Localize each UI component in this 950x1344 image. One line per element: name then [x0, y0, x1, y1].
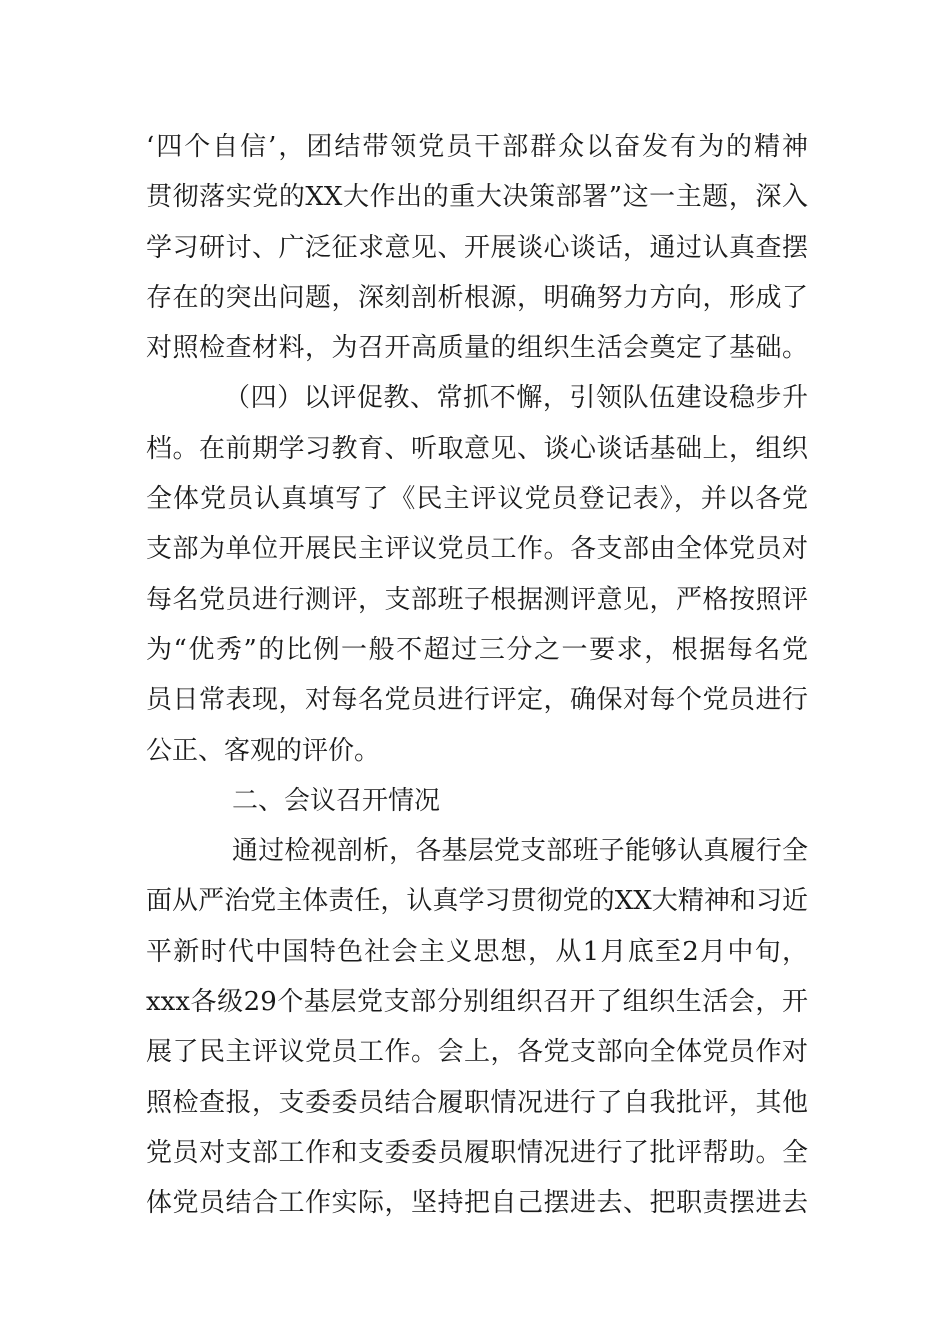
text-line: ‘四个自信’，团结带领党员干部群众以奋发有为的精神 [146, 132, 808, 162]
text-line: xxx各级29个基层党支部分别组织召开了组织生活会，开 [146, 987, 808, 1018]
text-line: 全体党员认真填写了《民主评议党员登记表》，并以各党 [146, 484, 808, 515]
text-line: 员日常表现，对每名党员进行评定，确保对每个党员进行 [146, 685, 808, 716]
text-line: 学习研讨、广泛征求意见、开展谈心谈话，通过认真查摆 [146, 232, 808, 263]
text-line: 公正、客观的评价。 [146, 735, 381, 766]
text-line: 每名党员进行测评，支部班子根据测评意见，严格按照评 [146, 584, 808, 615]
section-heading: 二、会议召开情况 [232, 785, 441, 816]
paragraph-evaluation [146, 373, 808, 775]
paragraph-self-confidence [146, 122, 808, 373]
text-line: 面从严治党主体责任，认真学习贯彻党的XX大精神和习近 [146, 886, 808, 917]
document-body [146, 122, 808, 1229]
text-line: 档。在前期学习教育、听取意见、谈心谈话基础上，组织 [146, 433, 808, 464]
text-line: 对照检查材料，为召开高质量的组织生活会奠定了基础。 [146, 333, 808, 364]
text-line: 展了民主评议党员工作。会上，各党支部向全体党员作对 [146, 1037, 808, 1068]
text-line: 为“优秀”的比例一般不超过三分之一要求，根据每名党 [146, 634, 808, 665]
text-line: 支部为单位开展民主评议党员工作。各支部由全体党员对 [146, 534, 808, 565]
text-line: 体党员结合工作实际，坚持把自己摆进去、把职责摆进去 [146, 1188, 808, 1219]
subheading-line: （四）以评促教、常抓不懈，引领队伍建设稳步升 [224, 383, 808, 414]
text-line: 贯彻落实党的XX大作出的重大决策部署”这一主题，深入 [146, 182, 808, 213]
text-line: 照检查报，支委委员结合履职情况进行了自我批评，其他 [146, 1087, 808, 1118]
paragraph-meeting [146, 826, 808, 1228]
text-line: 存在的突出问题，深刻剖析根源，明确努力方向，形成了 [146, 282, 808, 313]
text-line: 平新时代中国特色社会主义思想，从1月底至2月中旬， [146, 936, 808, 967]
text-line: 党员对支部工作和支委委员履职情况进行了批评帮助。全 [146, 1137, 808, 1168]
text-line: 通过检视剖析，各基层党支部班子能够认真履行全 [232, 836, 808, 867]
